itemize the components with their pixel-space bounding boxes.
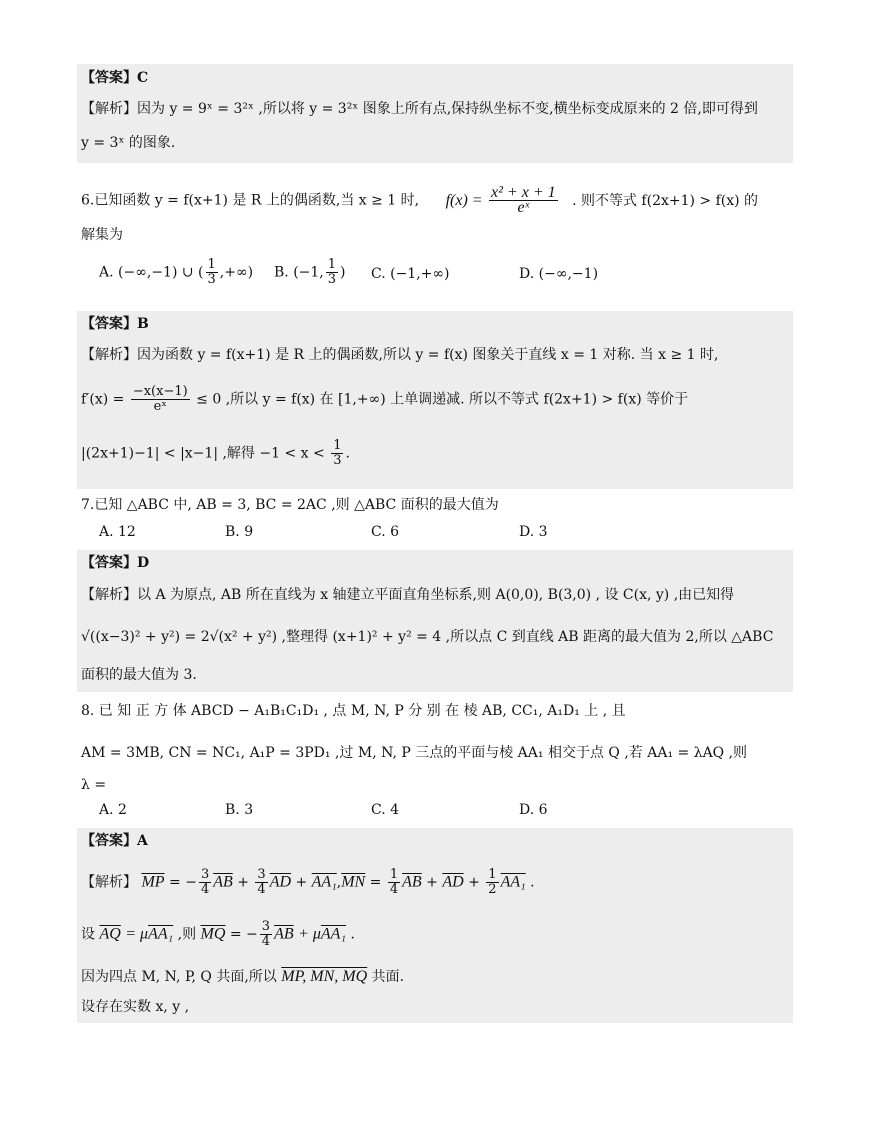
question-stem: 解集为 [81, 227, 123, 243]
answer-label [81, 313, 149, 335]
fraction-denominator: eˣ [517, 199, 530, 216]
analysis-line [81, 966, 404, 988]
fraction [486, 868, 498, 897]
fraction-denominator: 2 [488, 882, 497, 897]
question-stem: 8. 已 知 正 方 体 ABCD − A₁B₁C₁D₁ , 点 M, N, P 分 别 在 棱 AB, CC₁, A₁D₁ 上 , 且 [81, 703, 626, 719]
option-d[interactable]: D. (−∞,−1) [519, 266, 599, 282]
question-stem: AM = 3MB, CN = NC₁, A₁P = 3PD₁ ,过 M, N, P 三点的平面与棱 AA₁ 相交于点 Q ,若 AA₁ = λAQ ,则 [81, 745, 748, 761]
answer-text: 【答案】D [81, 555, 150, 571]
analysis-text: ≤ 0 ,所以 y = f(x) 在 [1,+∞) 上单调递减. 所以不等式 f(2x+1) > f(x) 等价于 [196, 391, 689, 408]
math-expression: f(x) = [445, 191, 483, 209]
fraction-denominator: 4 [200, 882, 210, 897]
option-text: ) [340, 264, 346, 281]
vector: $\overline{AB}$ [213, 873, 233, 891]
option-c[interactable]: C. 4 [371, 802, 400, 818]
option-a[interactable] [99, 258, 253, 287]
analysis-line [81, 868, 535, 897]
option-d[interactable]: D. 3 [519, 524, 548, 540]
analysis-line [81, 385, 688, 414]
question-6 [77, 168, 793, 308]
analysis-text: = [369, 874, 382, 891]
question-8 [77, 696, 793, 826]
fraction-denominator: 3 [207, 272, 216, 287]
analysis-text: 共面. [371, 969, 405, 985]
fraction [331, 439, 343, 468]
vector: $\overline{MQ}$ [200, 925, 226, 943]
answer-label [81, 830, 148, 852]
analysis-text: = − [169, 874, 197, 891]
fraction-numerator: 1 [488, 867, 497, 882]
fraction-numerator: 1 [327, 257, 337, 272]
analysis-text: = μ [125, 925, 149, 943]
question-stem: 7.已知 △ABC 中, AB = 3, BC = 2AC ,则 △ABC 面积的最大值为 [81, 497, 499, 513]
vector: AA₁ [148, 925, 174, 943]
option-b[interactable] [274, 258, 346, 287]
vector: AA₁ [320, 925, 347, 943]
fraction-denominator: 4 [257, 882, 266, 897]
fraction-numerator: 3 [261, 919, 271, 934]
question-stem [81, 186, 758, 215]
analysis-text: |(2x+1)−1| < |x−1| ,解得 −1 < x < [81, 445, 325, 462]
fraction [489, 186, 558, 215]
fraction [131, 385, 190, 414]
option-c[interactable]: C. (−1,+∞) [371, 266, 450, 282]
vector: AA₁ [311, 873, 337, 891]
vector: $\overline{AB}$ [274, 925, 294, 943]
analysis-text: + [237, 874, 249, 891]
answer-text: 【答案】C [81, 70, 149, 86]
analysis-line: y = 3ˣ 的图象. [81, 135, 176, 151]
analysis-line: 面积的最大值为 3. [81, 667, 197, 683]
analysis-text: . [350, 926, 355, 943]
options-row [99, 802, 789, 824]
fraction-denominator: eˣ [153, 399, 167, 414]
option-b[interactable]: B. 9 [225, 524, 254, 540]
analysis-text: 【解析】 [81, 874, 137, 891]
fraction-numerator: 1 [207, 257, 216, 272]
analysis-text: + μ [298, 925, 321, 943]
answer-block-q7 [77, 550, 793, 692]
vector: $\overline{AB}$ [402, 873, 422, 891]
fraction-numerator: 3 [257, 867, 266, 882]
analysis-text: 因为四点 M, N, P, Q 共面,所以 [81, 969, 277, 985]
options-row [99, 524, 789, 546]
option-text: A. (−∞,−1) ∪ ( [99, 264, 204, 281]
fraction-numerator: x² + x + 1 [491, 184, 556, 201]
fraction [260, 920, 272, 949]
question-stem-text: 6.已知函数 y = f(x+1) 是 R 上的偶函数,当 x ≥ 1 时, [81, 192, 420, 209]
analysis-line: √((x−3)² + y²) = 2√(x² + y²) ,整理得 (x+1)² + y² = 4 ,所以点 C 到直线 AB 距离的最大值为 2,所以 △ABC [81, 629, 774, 645]
vector: $\overline{MN}$ [341, 873, 366, 891]
fraction [206, 258, 218, 287]
fraction-numerator: −x(x−1) [132, 384, 188, 399]
analysis-text: . [345, 445, 350, 462]
analysis-text: . [530, 874, 535, 891]
fraction-denominator: 4 [261, 934, 271, 949]
answer-text: 【答案】A [81, 833, 148, 849]
vector: $\overline{AQ}$ [99, 925, 121, 943]
fraction-denominator: 3 [333, 453, 342, 468]
answer-text: 【答案】B [81, 316, 149, 332]
fraction-numerator: 1 [389, 867, 399, 882]
analysis-text: 设 [81, 926, 95, 943]
answer-block-q6 [77, 311, 793, 489]
analysis-line: 【解析】因为 y = 9ˣ = 3²ˣ ,所以将 y = 3²ˣ 图象上所有点,保持纵坐标不变,横坐标变成原来的 2 倍,即可得到 [81, 101, 758, 117]
fraction [326, 258, 338, 287]
option-b[interactable]: B. 3 [225, 802, 254, 818]
analysis-text: ,则 [177, 926, 197, 943]
vector: $\overline{MP}$ [141, 873, 165, 891]
question-stem: λ = [81, 777, 107, 793]
answer-label [81, 67, 148, 89]
fraction [388, 868, 400, 897]
vector: $\overline{AD}$ [442, 873, 464, 891]
analysis-line [81, 439, 350, 468]
math-expression: f′(x) = [81, 391, 125, 408]
fraction [255, 868, 267, 897]
answer-label [81, 552, 149, 574]
fraction [199, 868, 211, 897]
fraction-numerator: 3 [200, 867, 210, 882]
fraction-numerator: 1 [333, 438, 342, 453]
option-a[interactable]: A. 2 [99, 802, 127, 818]
analysis-text: + [468, 874, 480, 891]
question-7 [77, 492, 793, 548]
vector: MP, MN, MQ [281, 968, 368, 985]
analysis-line: 【解析】以 A 为原点, AB 所在直线为 x 轴建立平面直角坐标系,则 A(0,0), B(3,0) , 设 C(x, y) ,由已知得 [81, 587, 735, 603]
answer-block-q8 [77, 828, 793, 1023]
analysis-text: , [336, 874, 342, 891]
analysis-text: + [426, 874, 438, 891]
question-stem-text: . 则不等式 f(2x+1) > f(x) 的 [572, 192, 759, 209]
option-a[interactable]: A. 12 [99, 524, 136, 540]
analysis-text: = − [229, 926, 258, 943]
fraction-denominator: 3 [327, 272, 337, 287]
option-text: B. (−1, [274, 264, 324, 281]
vector: $\overline{AD}$ [269, 873, 292, 891]
analysis-line [81, 920, 355, 949]
fraction-denominator: 4 [389, 882, 399, 897]
option-text: ,+∞) [219, 264, 254, 281]
analysis-line: 【解析】因为函数 y = f(x+1) 是 R 上的偶函数,所以 y = f(x) 图象关于直线 x = 1 对称. 当 x ≥ 1 时, [81, 347, 719, 363]
analysis-text: + [295, 874, 308, 891]
vector: AA₁ [500, 873, 526, 891]
option-d[interactable]: D. 6 [519, 802, 548, 818]
answer-block-q5 [77, 64, 793, 163]
analysis-line: 设存在实数 x, y , [81, 999, 190, 1015]
option-c[interactable]: C. 6 [371, 524, 400, 540]
options-row [99, 258, 789, 294]
